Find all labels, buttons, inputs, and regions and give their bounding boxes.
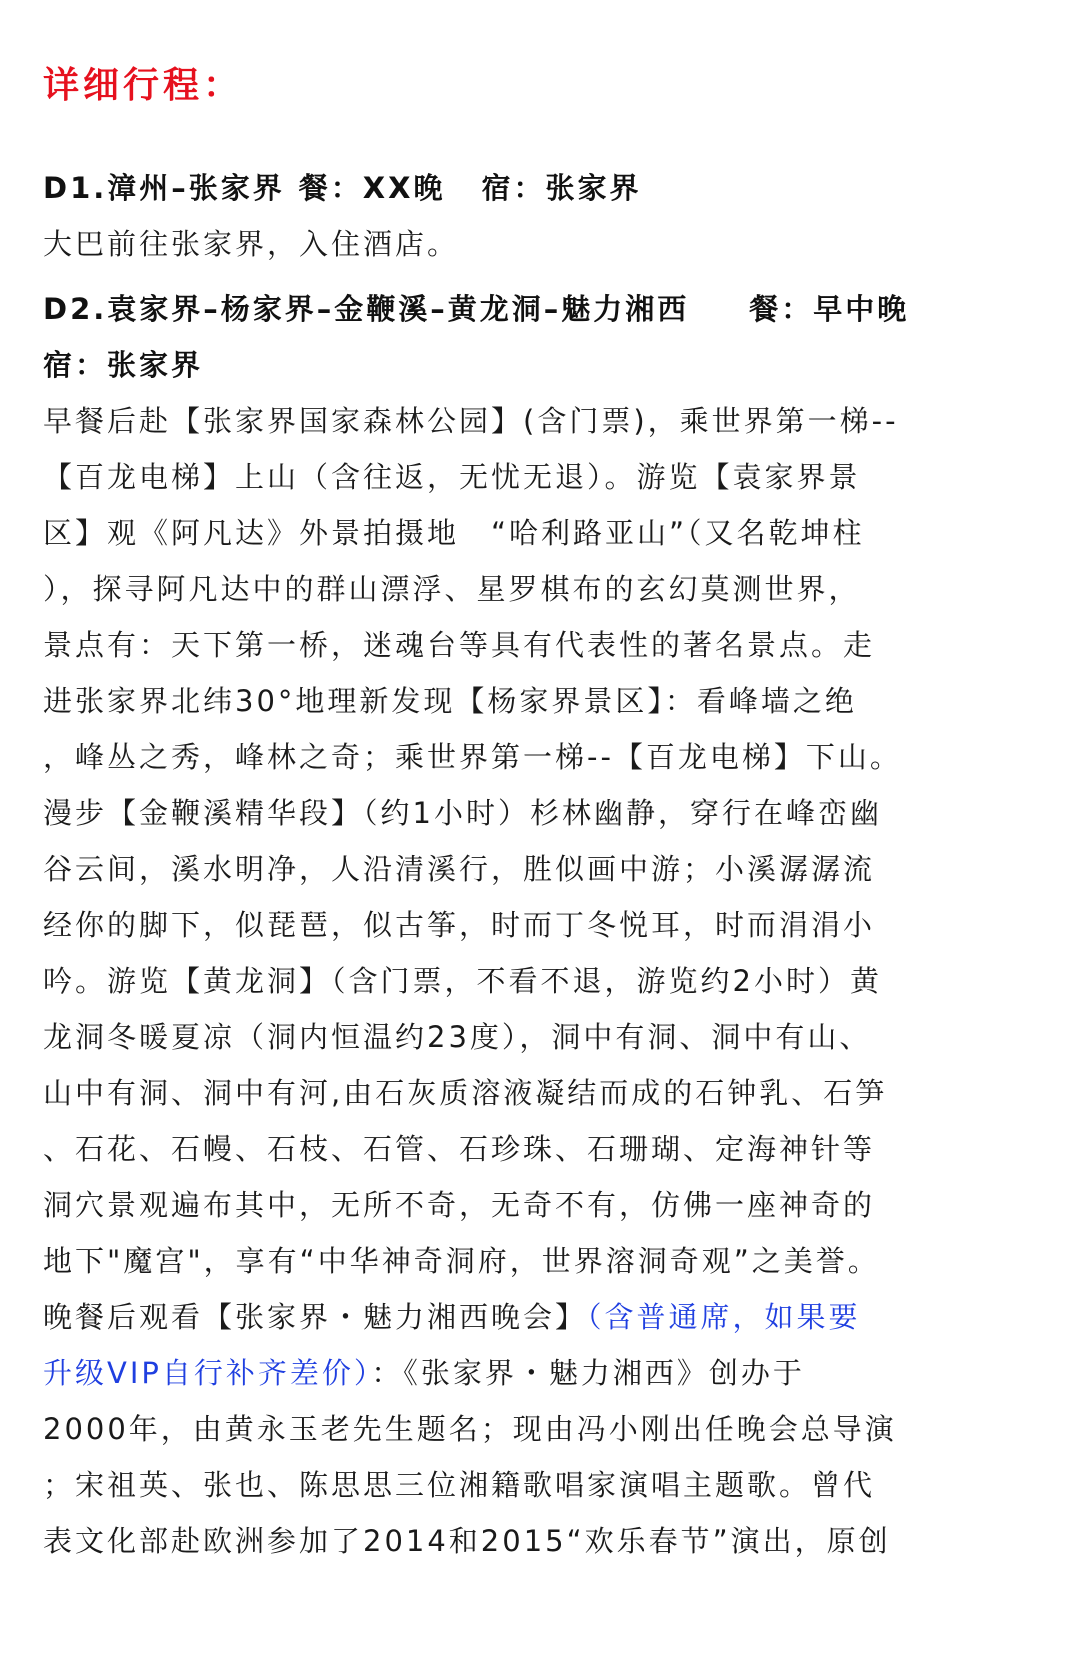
text-line: 山中有洞、洞中有河,由石灰质溶液凝结而成的石钟乳、石笋	[43, 1076, 888, 1110]
text-line: 进张家界北纬30°地理新发现【杨家界景区】：看峰墙之绝	[43, 684, 857, 718]
day1-description	[43, 216, 642, 272]
text-line: 地下"魔宫"，享有“中华神奇洞府，世界溶洞奇观”之美誉。	[43, 1244, 880, 1278]
text-line: 区】观《阿凡达》外景拍摄地 “哈利路亚山”（又名乾坤柱	[43, 516, 865, 550]
day2-meal: 餐：早中晚	[749, 292, 910, 326]
show-intro: 晚餐后观看【张家界・魅力湘西晚会】	[43, 1300, 588, 1334]
text-line: 大巴前往张家界，入住酒店。	[43, 227, 460, 261]
day2-route: D2.袁家界–杨家界–金鞭溪–黄龙洞–魅力湘西	[43, 292, 690, 326]
day1-heading	[43, 160, 642, 216]
text-line: 漫步【金鞭溪精华段】（约1小时）杉林幽静，穿行在峰峦幽	[43, 796, 882, 830]
seat-note-part1: （含普通席，如果要	[587, 1300, 861, 1334]
section-title: 详细行程：	[43, 65, 244, 106]
day2-stay-heading	[43, 337, 909, 393]
show-line	[43, 1289, 909, 1345]
text-line: 、石花、石幔、石枝、石管、石珍珠、石珊瑚、定海神针等	[43, 1132, 876, 1166]
day2-section	[43, 281, 909, 1569]
text-line: 洞穴景观遍布其中，无所不奇，无奇不有，仿佛一座神奇的	[43, 1188, 876, 1222]
text-line: ，峰丛之秀，峰林之奇；乘世界第一梯--【百龙电梯】下山。	[43, 740, 902, 774]
day1-route: D1.漳州–张家界	[43, 171, 285, 205]
day1-meal: 餐：XX晚	[298, 171, 446, 205]
day2-description	[43, 393, 909, 1569]
show-line	[43, 1345, 909, 1401]
text-line: 早餐后赴【张家界国家森林公园】(含门票)，乘世界第一梯--	[43, 404, 899, 438]
day2-stay: 宿：张家界	[43, 348, 204, 382]
show-description: ：《张家界・魅力湘西》创办于	[371, 1356, 805, 1390]
text-line: 【百龙电梯】上山（含往返，无忧无退）。游览【袁家界景	[43, 460, 861, 494]
text-line: 2000年，由黄永玉老先生题名；现由冯小刚出任晚会总导演	[43, 1412, 897, 1446]
text-line: ），探寻阿凡达中的群山漂浮、星罗棋布的玄幻莫测世界，	[43, 572, 861, 606]
text-line: ；宋祖英、张也、陈思思三位湘籍歌唱家演唱主题歌。曾代	[43, 1468, 876, 1502]
text-line: 吟。游览【黄龙洞】（含门票，不看不退，游览约2小时）黄	[43, 964, 882, 998]
text-line: 表文化部赴欧洲参加了2014和2015“欢乐春节”演出，原创	[43, 1524, 891, 1558]
seat-note-part2: 升级VIP自行补齐差价）	[43, 1356, 372, 1390]
day1-stay: 宿：张家界	[481, 171, 642, 205]
day1-section	[43, 160, 642, 272]
text-line: 经你的脚下，似琵琶，似古筝，时而丁冬悦耳，时而涓涓小	[43, 908, 876, 942]
text-line: 景点有：天下第一桥，迷魂台等具有代表性的著名景点。走	[43, 628, 876, 662]
day2-heading	[43, 281, 909, 337]
text-line: 龙洞冬暖夏凉（洞内恒温约23度），洞中有洞、洞中有山、	[43, 1020, 872, 1054]
text-line: 谷云间，溪水明净，人沿清溪行，胜似画中游；小溪潺潺流	[43, 852, 876, 886]
